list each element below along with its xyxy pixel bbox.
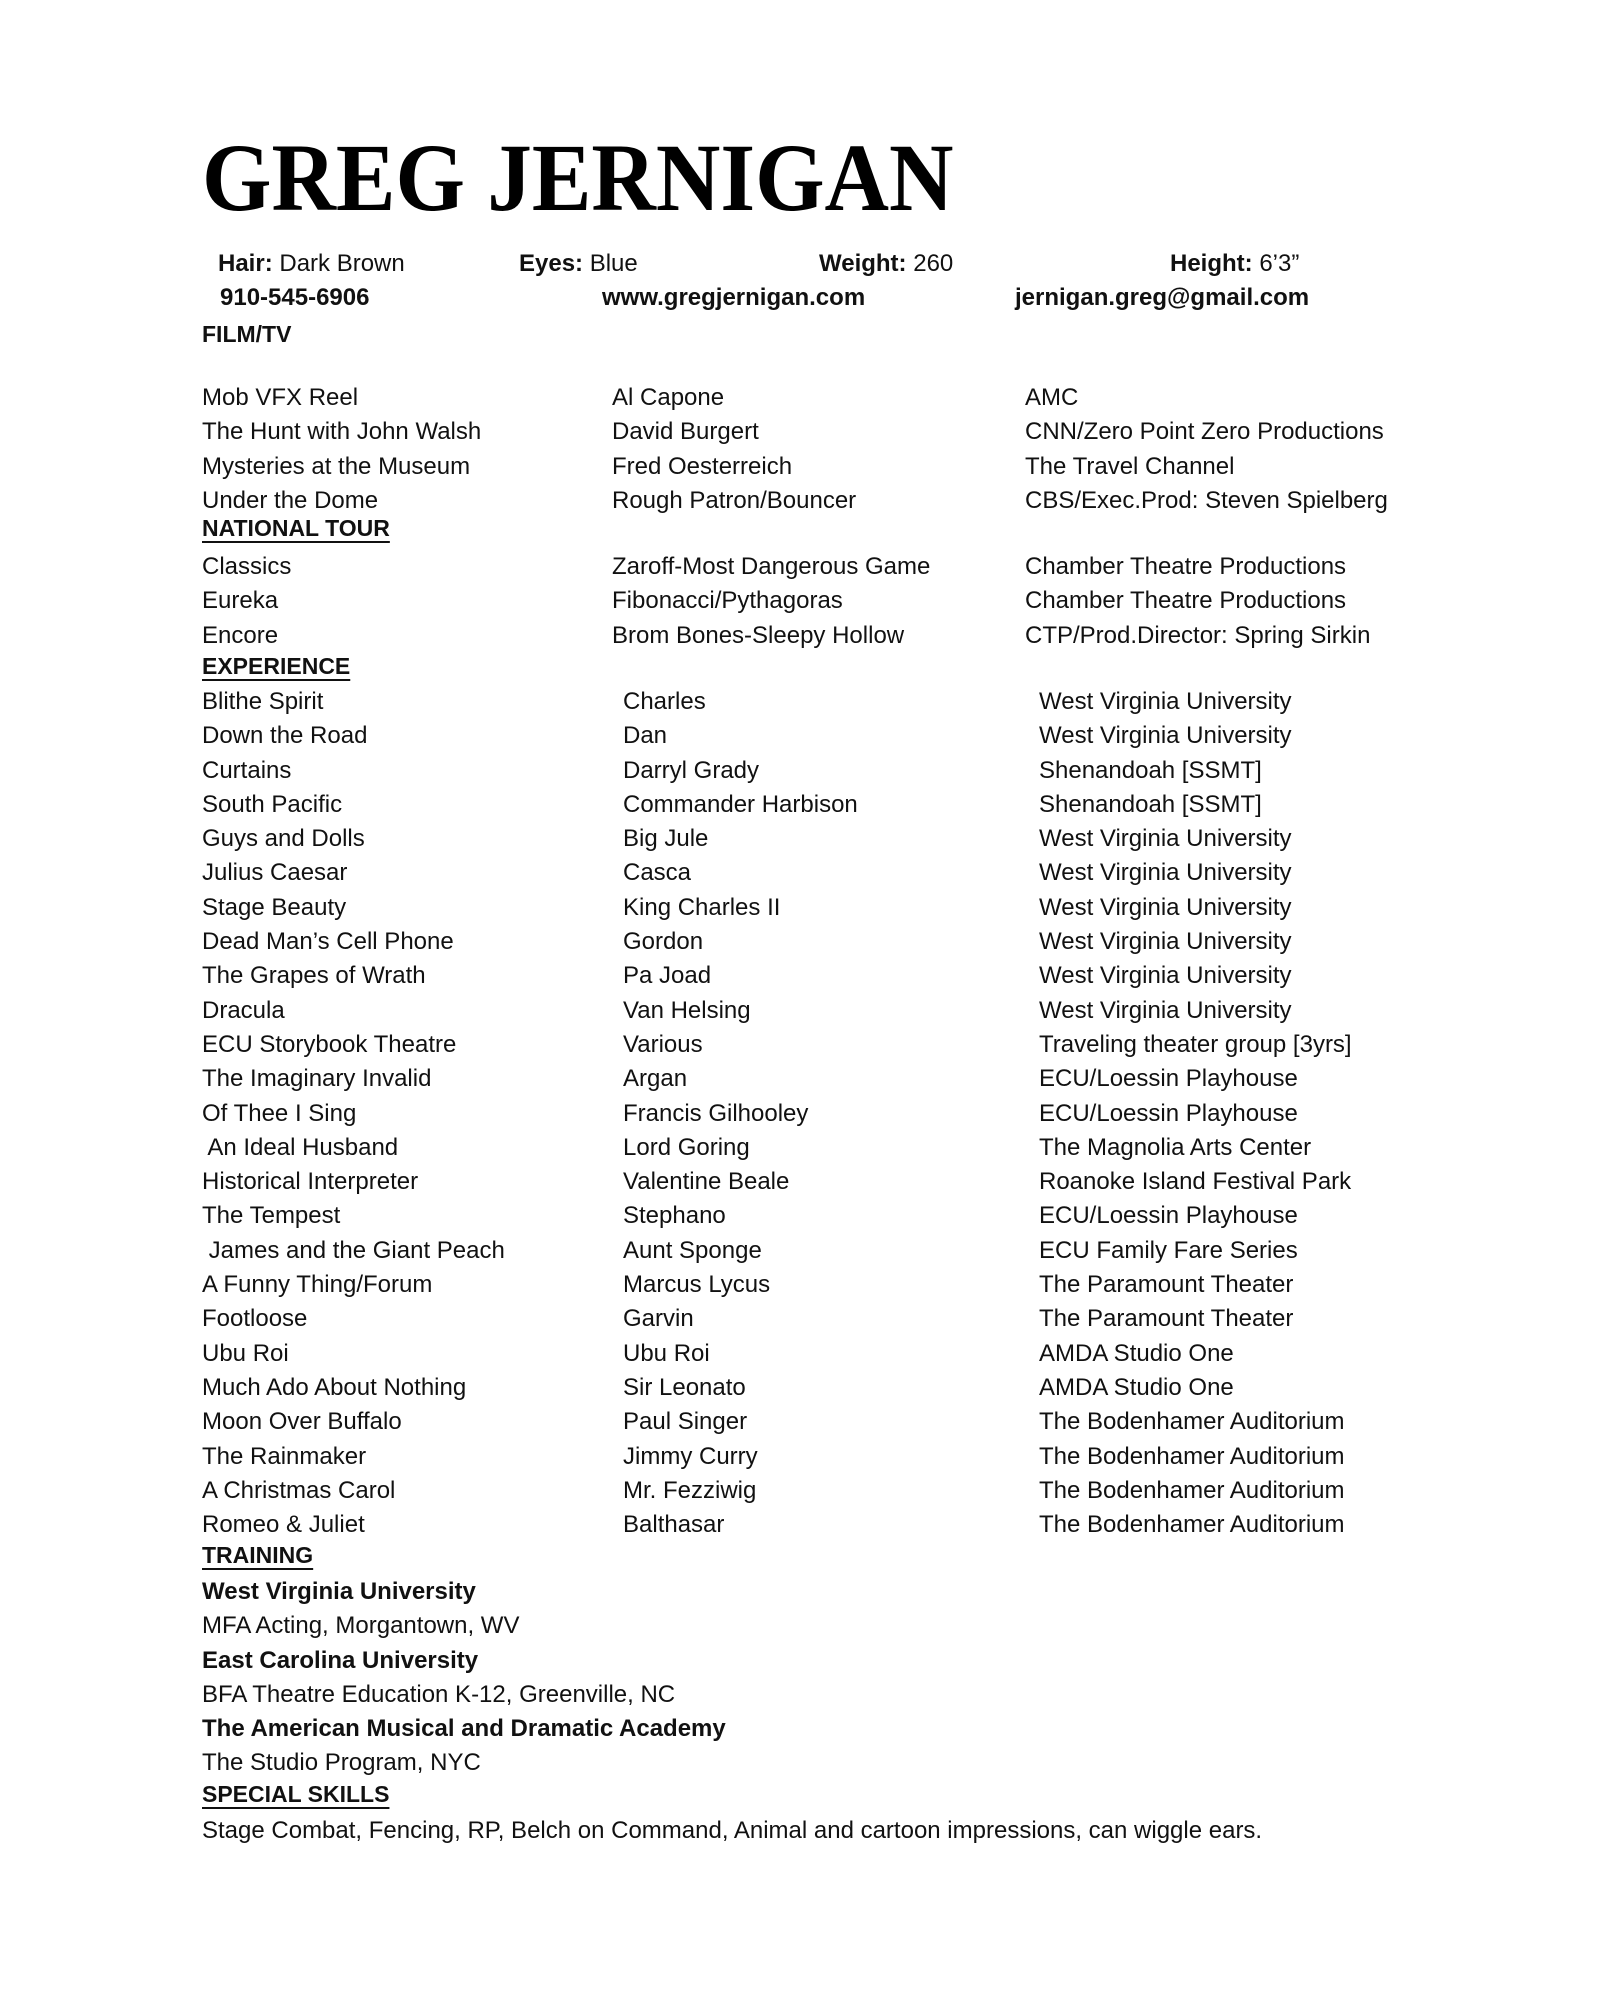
table-row: South Pacific bbox=[202, 790, 343, 818]
table-row: CNN/Zero Point Zero Productions bbox=[1025, 418, 1384, 446]
table-row: Stage Beauty bbox=[202, 893, 347, 921]
training-detail: MFA Acting, Morgantown, WV bbox=[202, 1612, 520, 1640]
weight-label: Weight: bbox=[819, 250, 907, 277]
table-row: Mob VFX Reel bbox=[202, 384, 359, 411]
table-row: Down the Road bbox=[202, 722, 368, 750]
table-row: Historical Interpreter bbox=[202, 1168, 419, 1196]
resume-name: GREG JERNIGAN bbox=[202, 124, 954, 231]
table-row: The Hunt with John Walsh bbox=[202, 418, 482, 446]
table-row: Various bbox=[623, 1030, 703, 1058]
table-row: Commander Harbison bbox=[623, 790, 858, 818]
table-row: Curtains bbox=[202, 756, 292, 784]
table-row: West Virginia University bbox=[1039, 722, 1292, 750]
table-row: Roanoke Island Festival Park bbox=[1039, 1168, 1352, 1196]
table-row: Blithe Spirit bbox=[202, 688, 324, 715]
table-row: ECU/Loessin Playhouse bbox=[1039, 1202, 1298, 1230]
training-list bbox=[202, 1575, 726, 1781]
table-row: Big Jule bbox=[623, 825, 709, 853]
experience-roles bbox=[623, 685, 858, 1542]
table-row: ECU/Loessin Playhouse bbox=[1039, 1065, 1298, 1093]
table-row: King Charles II bbox=[623, 893, 781, 921]
table-row: Dracula bbox=[202, 996, 285, 1024]
stat-weight bbox=[819, 250, 953, 278]
table-row: AMDA Studio One bbox=[1039, 1339, 1234, 1367]
national-tour-titles bbox=[202, 550, 291, 653]
stat-hair bbox=[218, 250, 405, 278]
national-tour-roles bbox=[612, 550, 930, 653]
table-row: Aunt Sponge bbox=[623, 1236, 762, 1264]
table-row: AMDA Studio One bbox=[1039, 1373, 1234, 1401]
special-skills-text: Stage Combat, Fencing, RP, Belch on Command, Animal and cartoon impressions, can wiggle ears. bbox=[202, 1817, 1263, 1844]
table-row: Argan bbox=[623, 1065, 688, 1093]
table-row: The Magnolia Arts Center bbox=[1039, 1133, 1312, 1161]
table-row: West Virginia University bbox=[1039, 825, 1292, 853]
table-row: West Virginia University bbox=[1039, 962, 1292, 990]
table-row: Gordon bbox=[623, 928, 704, 956]
table-row: The Grapes of Wrath bbox=[202, 962, 426, 990]
training-school: East Carolina University bbox=[202, 1646, 479, 1674]
table-row: A Funny Thing/Forum bbox=[202, 1271, 433, 1299]
table-row: Julius Caesar bbox=[202, 859, 348, 887]
table-row: Mr. Fezziwig bbox=[623, 1476, 757, 1504]
table-row: West Virginia University bbox=[1039, 996, 1292, 1024]
table-row: The Bodenhamer Auditorium bbox=[1039, 1511, 1345, 1539]
stat-height bbox=[1170, 250, 1299, 278]
table-row: Fibonacci/Pythagoras bbox=[612, 587, 843, 615]
national-tour-companies bbox=[1025, 550, 1370, 653]
section-heading-experience: EXPERIENCE bbox=[202, 653, 351, 679]
table-row: Mysteries at the Museum bbox=[202, 452, 471, 480]
table-row: Brom Bones-Sleepy Hollow bbox=[612, 621, 905, 649]
table-row: Ubu Roi bbox=[202, 1339, 289, 1367]
table-row: Lord Goring bbox=[623, 1133, 750, 1161]
experience-venues bbox=[1039, 685, 1352, 1542]
table-row: Sir Leonato bbox=[623, 1373, 746, 1401]
training-school: West Virginia University bbox=[202, 1578, 476, 1605]
table-row: An Ideal Husband bbox=[202, 1133, 399, 1161]
website-link[interactable]: www.gregjernigan.com bbox=[602, 284, 866, 311]
email-link[interactable]: jernigan.greg@gmail.com bbox=[1015, 284, 1310, 311]
table-row: A Christmas Carol bbox=[202, 1476, 396, 1504]
table-row: Shenandoah [SSMT] bbox=[1039, 790, 1262, 818]
film-tv-roles bbox=[612, 381, 856, 518]
table-row: Marcus Lycus bbox=[623, 1271, 771, 1299]
eyes-label: Eyes: bbox=[519, 250, 584, 277]
table-row: The Paramount Theater bbox=[1039, 1271, 1294, 1299]
table-row: Charles bbox=[623, 688, 706, 715]
height-value: 6’3” bbox=[1259, 250, 1300, 277]
table-row: Shenandoah [SSMT] bbox=[1039, 756, 1262, 784]
table-row: Casca bbox=[623, 859, 692, 887]
table-row: Van Helsing bbox=[623, 996, 751, 1024]
hair-value: Dark Brown bbox=[279, 250, 405, 277]
table-row: Traveling theater group [3yrs] bbox=[1039, 1030, 1352, 1058]
section-heading-special-skills: SPECIAL SKILLS bbox=[202, 1781, 390, 1807]
table-row: The Bodenhamer Auditorium bbox=[1039, 1476, 1345, 1504]
experience-titles bbox=[202, 685, 505, 1542]
table-row: Balthasar bbox=[623, 1511, 725, 1539]
table-row: AMC bbox=[1025, 384, 1079, 411]
table-row: Encore bbox=[202, 621, 279, 649]
table-row: Dead Man’s Cell Phone bbox=[202, 928, 454, 956]
hair-label: Hair: bbox=[218, 250, 273, 277]
training-school: The American Musical and Dramatic Academy bbox=[202, 1715, 726, 1743]
table-row: Darryl Grady bbox=[623, 756, 760, 784]
table-row: The Travel Channel bbox=[1025, 452, 1235, 480]
table-row: Garvin bbox=[623, 1305, 694, 1333]
table-row: Paul Singer bbox=[623, 1408, 748, 1436]
training-detail: The Studio Program, NYC bbox=[202, 1749, 481, 1777]
table-row: Rough Patron/Bouncer bbox=[612, 486, 857, 514]
table-row: Guys and Dolls bbox=[202, 825, 365, 853]
table-row: Zaroff-Most Dangerous Game bbox=[612, 553, 931, 580]
table-row: Pa Joad bbox=[623, 962, 712, 990]
table-row: The Rainmaker bbox=[202, 1442, 367, 1470]
table-row: James and the Giant Peach bbox=[202, 1236, 505, 1264]
eyes-value: Blue bbox=[589, 250, 638, 277]
table-row: Dan bbox=[623, 722, 668, 750]
table-row: The Imaginary Invalid bbox=[202, 1065, 432, 1093]
table-row: The Paramount Theater bbox=[1039, 1305, 1294, 1333]
table-row: West Virginia University bbox=[1039, 859, 1292, 887]
table-row: Chamber Theatre Productions bbox=[1025, 587, 1347, 615]
table-row: Eureka bbox=[202, 587, 279, 615]
height-label: Height: bbox=[1170, 250, 1253, 277]
film-tv-titles bbox=[202, 381, 481, 518]
section-heading-training: TRAINING bbox=[202, 1542, 314, 1568]
table-row: ECU Family Fare Series bbox=[1039, 1236, 1298, 1264]
table-row: Francis Gilhooley bbox=[623, 1099, 809, 1127]
weight-value: 260 bbox=[913, 250, 954, 277]
table-row: West Virginia University bbox=[1039, 688, 1292, 715]
section-heading-national-tour: NATIONAL TOUR bbox=[202, 515, 390, 541]
table-row: Moon Over Buffalo bbox=[202, 1408, 402, 1436]
table-row: David Burgert bbox=[612, 418, 759, 446]
table-row: The Tempest bbox=[202, 1202, 341, 1230]
table-row: Under the Dome bbox=[202, 486, 379, 514]
section-heading-film-tv: FILM/TV bbox=[202, 321, 292, 347]
table-row: CBS/Exec.Prod: Steven Spielberg bbox=[1025, 486, 1388, 514]
table-row: Much Ado About Nothing bbox=[202, 1373, 467, 1401]
table-row: Fred Oesterreich bbox=[612, 452, 793, 480]
table-row: Chamber Theatre Productions bbox=[1025, 553, 1347, 580]
training-detail: BFA Theatre Education K-12, Greenville, NC bbox=[202, 1680, 676, 1708]
table-row: Classics bbox=[202, 553, 292, 580]
table-row: West Virginia University bbox=[1039, 893, 1292, 921]
phone-number: 910-545-6906 bbox=[220, 284, 370, 311]
table-row: ECU/Loessin Playhouse bbox=[1039, 1099, 1298, 1127]
table-row: CTP/Prod.Director: Spring Sirkin bbox=[1025, 621, 1371, 649]
table-row: Footloose bbox=[202, 1305, 308, 1333]
table-row: West Virginia University bbox=[1039, 928, 1292, 956]
film-tv-companies bbox=[1025, 381, 1388, 518]
stat-eyes bbox=[519, 250, 638, 278]
table-row: The Bodenhamer Auditorium bbox=[1039, 1442, 1345, 1470]
table-row: ECU Storybook Theatre bbox=[202, 1030, 457, 1058]
table-row: Of Thee I Sing bbox=[202, 1099, 357, 1127]
table-row: The Bodenhamer Auditorium bbox=[1039, 1408, 1345, 1436]
table-row: Romeo & Juliet bbox=[202, 1511, 365, 1539]
table-row: Stephano bbox=[623, 1202, 726, 1230]
table-row: Jimmy Curry bbox=[623, 1442, 758, 1470]
table-row: Valentine Beale bbox=[623, 1168, 790, 1196]
table-row: Ubu Roi bbox=[623, 1339, 710, 1367]
table-row: Al Capone bbox=[612, 384, 725, 411]
